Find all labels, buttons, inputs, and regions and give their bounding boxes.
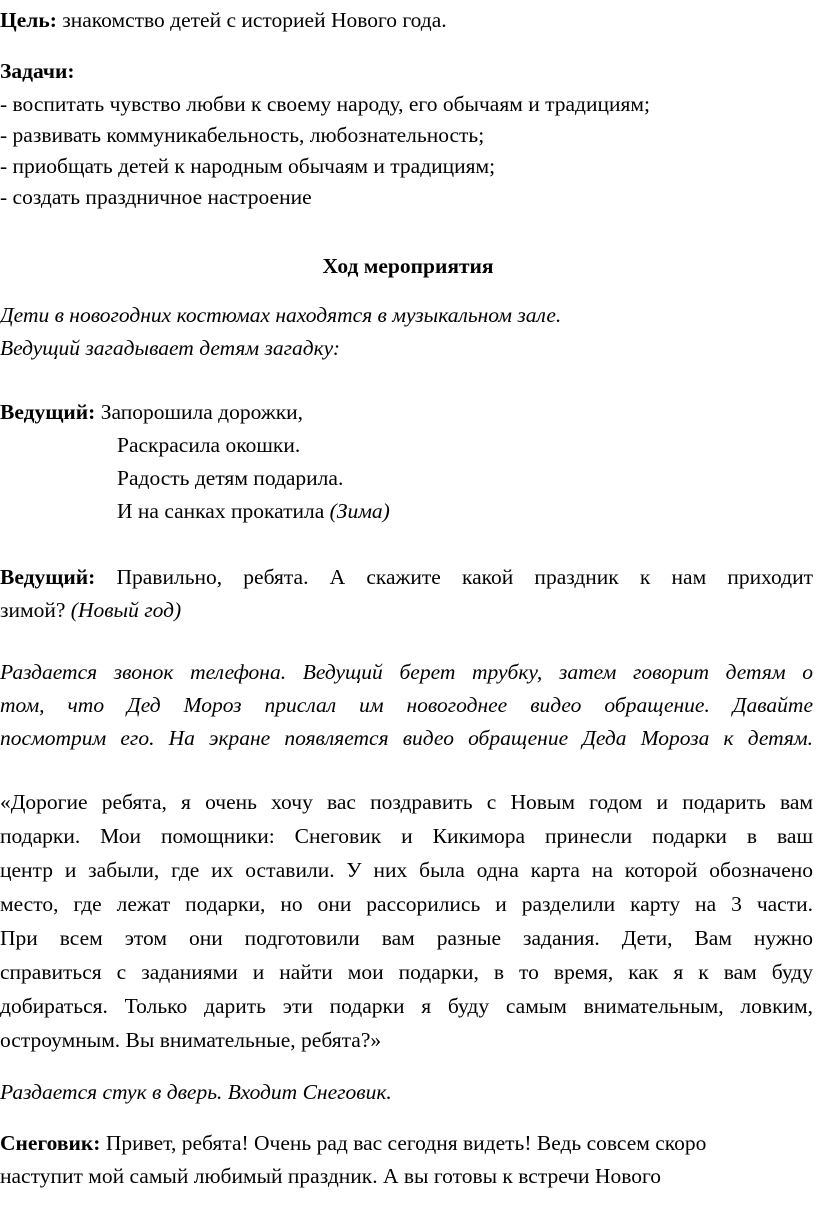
riddle-text: И на санках прокатила (117, 499, 330, 523)
intro-line: Дети в новогодних костюмах находятся в музыкальном зале. (0, 303, 562, 327)
question-text: Правильно, ребята. А скажите какой праздник к нам приходит (116, 565, 814, 589)
riddle-speaker: Ведущий: (0, 400, 96, 424)
goal-label: Цель: (0, 8, 57, 32)
question-line-2 (0, 594, 181, 627)
question-line-1 (0, 561, 813, 594)
tasks-label: Задачи: (0, 59, 75, 83)
task-item: - создать праздничное настроение (0, 185, 312, 209)
goal-text: знакомство детей с историей Нового года. (56, 8, 447, 32)
question-answer: (Новый год) (70, 598, 182, 622)
riddle-text: Запорошила дорожки, (95, 400, 304, 424)
snowman-line-1 (0, 1127, 706, 1160)
stage-direction-line: Раздается звонок телефона. Ведущий берет трубку, затем говорит детям о (0, 660, 813, 684)
snowman-line-2: наступит мой самый любимый праздник. А вы готовы к встречи Нового (0, 1164, 661, 1188)
address-line: «Дорогие ребята, я очень хочу вас поздравить с Новым годом и подарить вам (0, 790, 813, 814)
question-speaker: Ведущий: (0, 565, 96, 589)
riddle-answer: (Зима) (329, 499, 390, 523)
address-line: При всем этом они подготовили вам разные задания. Дети, Вам нужно (0, 926, 813, 950)
section-title: Ход мероприятия (322, 254, 494, 278)
stage-direction-line: том, что Дед Мороз прислал им новогоднее видео обращение. Давайте (0, 693, 813, 717)
address-line: подарки. Мои помощники: Снеговик и Кикимора принесли подарки в ваш (0, 824, 813, 848)
snowman-speaker: Снеговик: (0, 1131, 101, 1155)
task-item: - воспитать чувство любви к своему народу, его обычаям и традициям; (0, 92, 650, 116)
question-text: зимой? (0, 598, 71, 622)
stage-direction-line: посмотрим его. На экране появляется видео обращение Деда Мороза к детям. (0, 726, 813, 750)
task-item: - приобщать детей к народным обычаям и традициям; (0, 154, 496, 178)
riddle-line: Радость детям подарила. (117, 466, 344, 490)
riddle-line: Раскрасила окошки. (117, 433, 301, 457)
address-line: центр и забыли, где их оставили. У них была одна карта на которой обозначено (0, 858, 813, 882)
address-line: место, где лежат подарки, но они рассорились и разделили карту на 3 части. (0, 892, 813, 916)
stage-direction-line: Раздается стук в дверь. Входит Снеговик. (0, 1080, 392, 1104)
address-line: остроумным. Вы внимательные, ребята?» (0, 1028, 382, 1052)
task-item: - развивать коммуникабельность, любознательность; (0, 123, 485, 147)
riddle-line-4 (117, 495, 390, 528)
address-line: справиться с заданиями и найти мои подарки, в то время, как я к вам буду (0, 960, 813, 984)
intro-line: Ведущий загадывает детям загадку: (0, 336, 341, 360)
address-line: добираться. Только дарить эти подарки я буду самым внимательным, ловким, (0, 994, 813, 1018)
goal-line (0, 4, 447, 37)
snowman-text: Привет, ребята! Очень рад вас сегодня видеть! Ведь совсем скоро (100, 1131, 707, 1155)
riddle-line-1 (0, 396, 303, 429)
